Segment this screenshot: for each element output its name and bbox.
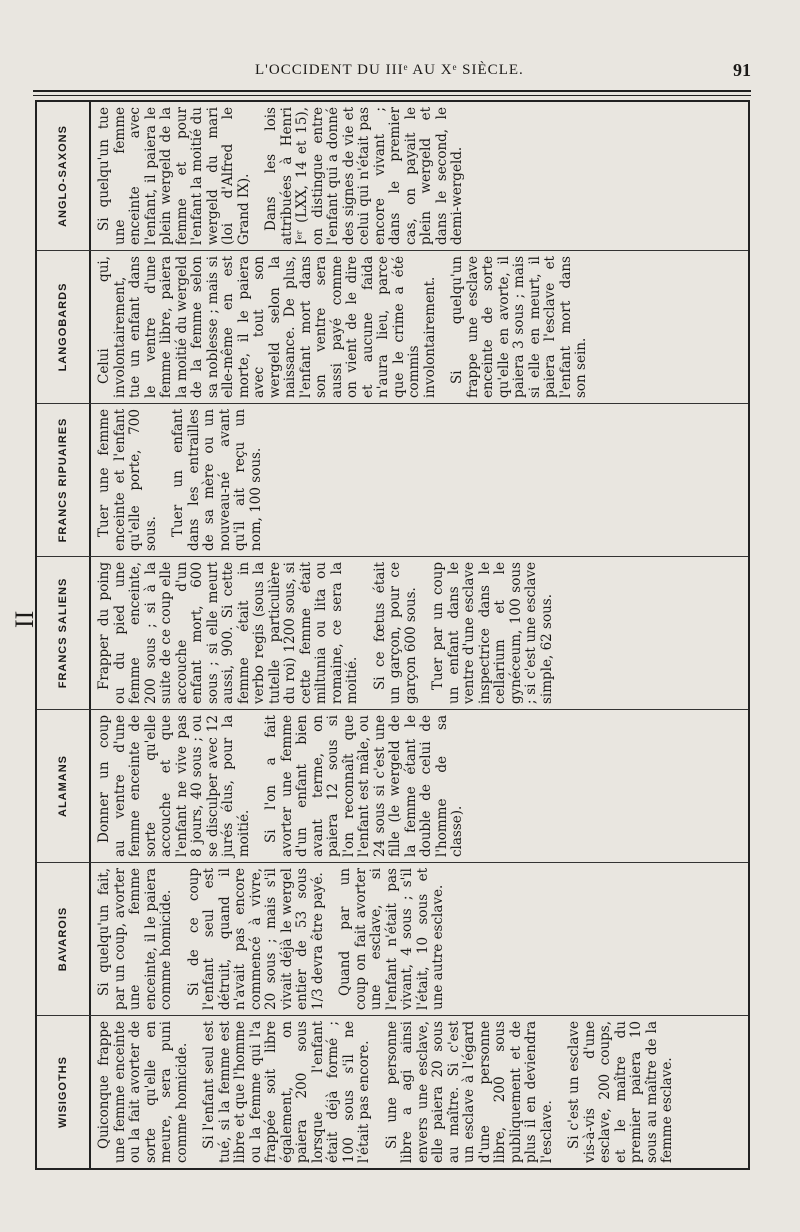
column-body <box>91 557 748 709</box>
column-anglo-saxons <box>37 102 748 250</box>
column-header: FRANCS SALIENS <box>37 557 91 709</box>
paragraph: Tuer une femme enceinte et l'enfant qu'elle porte, 700 sous. <box>96 409 159 551</box>
column-header: BAVAROIS <box>37 863 91 1015</box>
paragraph: Tuer un enfant dans les entrailles de sa mère ou un nouveau-né avant qu'il ait reçu un nom, 100 sous. <box>170 409 264 551</box>
paragraph: Si quelqu'un fait, par un coup, avorter une femme enceinte, il le paiera comme homicide. <box>96 868 174 1010</box>
column-langobards <box>37 250 748 403</box>
paragraph: Si c'est un esclave vis-à-vis d'une esclave, 200 coups, et le maître du premier paiera 10 sous au maître de la femme esclave. <box>566 1021 675 1163</box>
paragraph: Dans les lois attribuées à Henri Iᵉʳ (LXX, 14 et 15), on distingue entre l'enfant qui a donné des signes de vie et celui qui n'était pas encore vivant ; dans le premier cas, on payait le plein wergeld et dans le second, le demi-wergeld. <box>263 107 465 245</box>
paragraph: Quiconque frappe une femme enceinte ou la fait avorter de sorte qu'elle en meure, sera puni comme homicide. <box>96 1021 190 1163</box>
column-body <box>91 251 748 403</box>
paragraph: Si l'on a fait avorter une femme d'un enfant bien avant terme, on paiera 12 sous si l'on reconnaît que l'enfant est mâle, ou 24 sous si c'est une fille (le wergeld de la femme étant le double de celui de l'homme de sa classe). <box>263 715 465 857</box>
column-header: WISIGOTHS <box>37 1016 91 1168</box>
column-body <box>91 404 748 556</box>
column-body <box>91 1016 748 1168</box>
running-title: L'OCCIDENT DU IIIᵉ AU Xᵉ SIÈCLE. <box>255 62 524 78</box>
column-header: LANGOBARDS <box>37 251 91 403</box>
paragraph: Frapper du poing ou du pied une femme enceinte, 200 sous ; si à la suite de ce coup elle accouche d'un enfant mort, 600 sous ; si elle meurt aussi, 900. Si cette femme était in verbo regis (sous la tutelle particulière du roi) 1200 sous, si cette femme était miltunia ou lita ou romaine, ce sera la moitié. <box>96 562 360 704</box>
paragraph: Si quelqu'un tue une femme enceinte avec l'enfant, il paiera le plein wergeld de la femme et pour l'enfant la moitié du wergeld du mari (loi d'Alfred le Grand IX). <box>96 107 252 245</box>
column-header: FRANCS RIPUAIRES <box>37 404 91 556</box>
paragraph: Si ce fœtus était un garçon, pour ce garçon 600 sous. <box>371 562 419 704</box>
paragraph: Si une personne libre a agi ainsi envers une esclave, elle paiera 20 sous au maître. Si c'est un esclave à l'égard d'une personne libre, 200 sous publiquement et de plus il en deviendra l'esclave. <box>383 1021 555 1163</box>
laws-table <box>35 100 750 1170</box>
paragraph: Quand par un coup on fait avorter une esclave, si l'enfant n'était pas vivant, 4 sous ; s'il l'était, 10 sous et une autre esclave. <box>337 868 446 1010</box>
paragraph: Celui qui, involontairement, tue un enfant dans le ventre d'une femme libre, paiera la moitié du wergeld de la femme selon sa noblesse ; mais si elle-même en est morte, il le paiera avec tout son wergeld selon la naissance. De plus, l'enfant mort dans son ventre sera aussi payé comme on vient de le dire et aucune faida n'aura lieu, parce que le crime a été commis involontairement. <box>96 256 438 398</box>
paragraph: Si l'enfant seul est tué, si la femme est libre et que l'homme ou la femme qui l'a frappée soit libre également, on paiera 200 sous lorsque l'enfant était déjà formé ; 100 sous s'il ne l'était pas encore. <box>201 1021 372 1163</box>
page-header <box>0 60 800 84</box>
column-alamans <box>37 709 748 862</box>
section-numeral: II <box>10 610 39 628</box>
column-header: ALAMANS <box>37 710 91 862</box>
paragraph: Si de ce coup l'enfant seul est détruit, quand il n'avait pas encore commencé à vivre, 20 sous ; mais s'il vivait déjà le wergel entier de 53 sous 1/3 devra être payé. <box>185 868 326 1010</box>
column-francs-ripuaires <box>37 403 748 556</box>
column-body <box>91 863 748 1015</box>
page-number: 91 <box>733 60 751 80</box>
paragraph: Donner un coup au ventre d'une femme enceinte de sorte qu'elle accouche et que l'enfant ne vive pas 8 jours, 40 sous ; ou se disculper avec 12 jurés élus, pour la moitié. <box>96 715 252 857</box>
column-header: ANGLO-SAXONS <box>37 102 91 250</box>
column-francs-saliens <box>37 556 748 709</box>
paragraph: Si quelqu'un frappe une esclave enceinte de sorte qu'elle en avorte, il paiera 3 sous ; mais si elle en meurt, il paiera l'esclave et l'enfant mort dans son sein. <box>449 256 589 398</box>
column-body <box>91 710 748 862</box>
paragraph: Tuer par un coup un enfant dans le ventre d'une esclave inspectrice dans le cellarium et le gynéceum, 100 sous ; si c'est une esclave simple, 62 sous. <box>430 562 555 704</box>
top-rule <box>33 90 751 92</box>
column-body <box>91 102 748 250</box>
column-bavarois <box>37 862 748 1015</box>
top-rule-thin <box>33 95 751 96</box>
column-wisigoths <box>37 1015 748 1168</box>
